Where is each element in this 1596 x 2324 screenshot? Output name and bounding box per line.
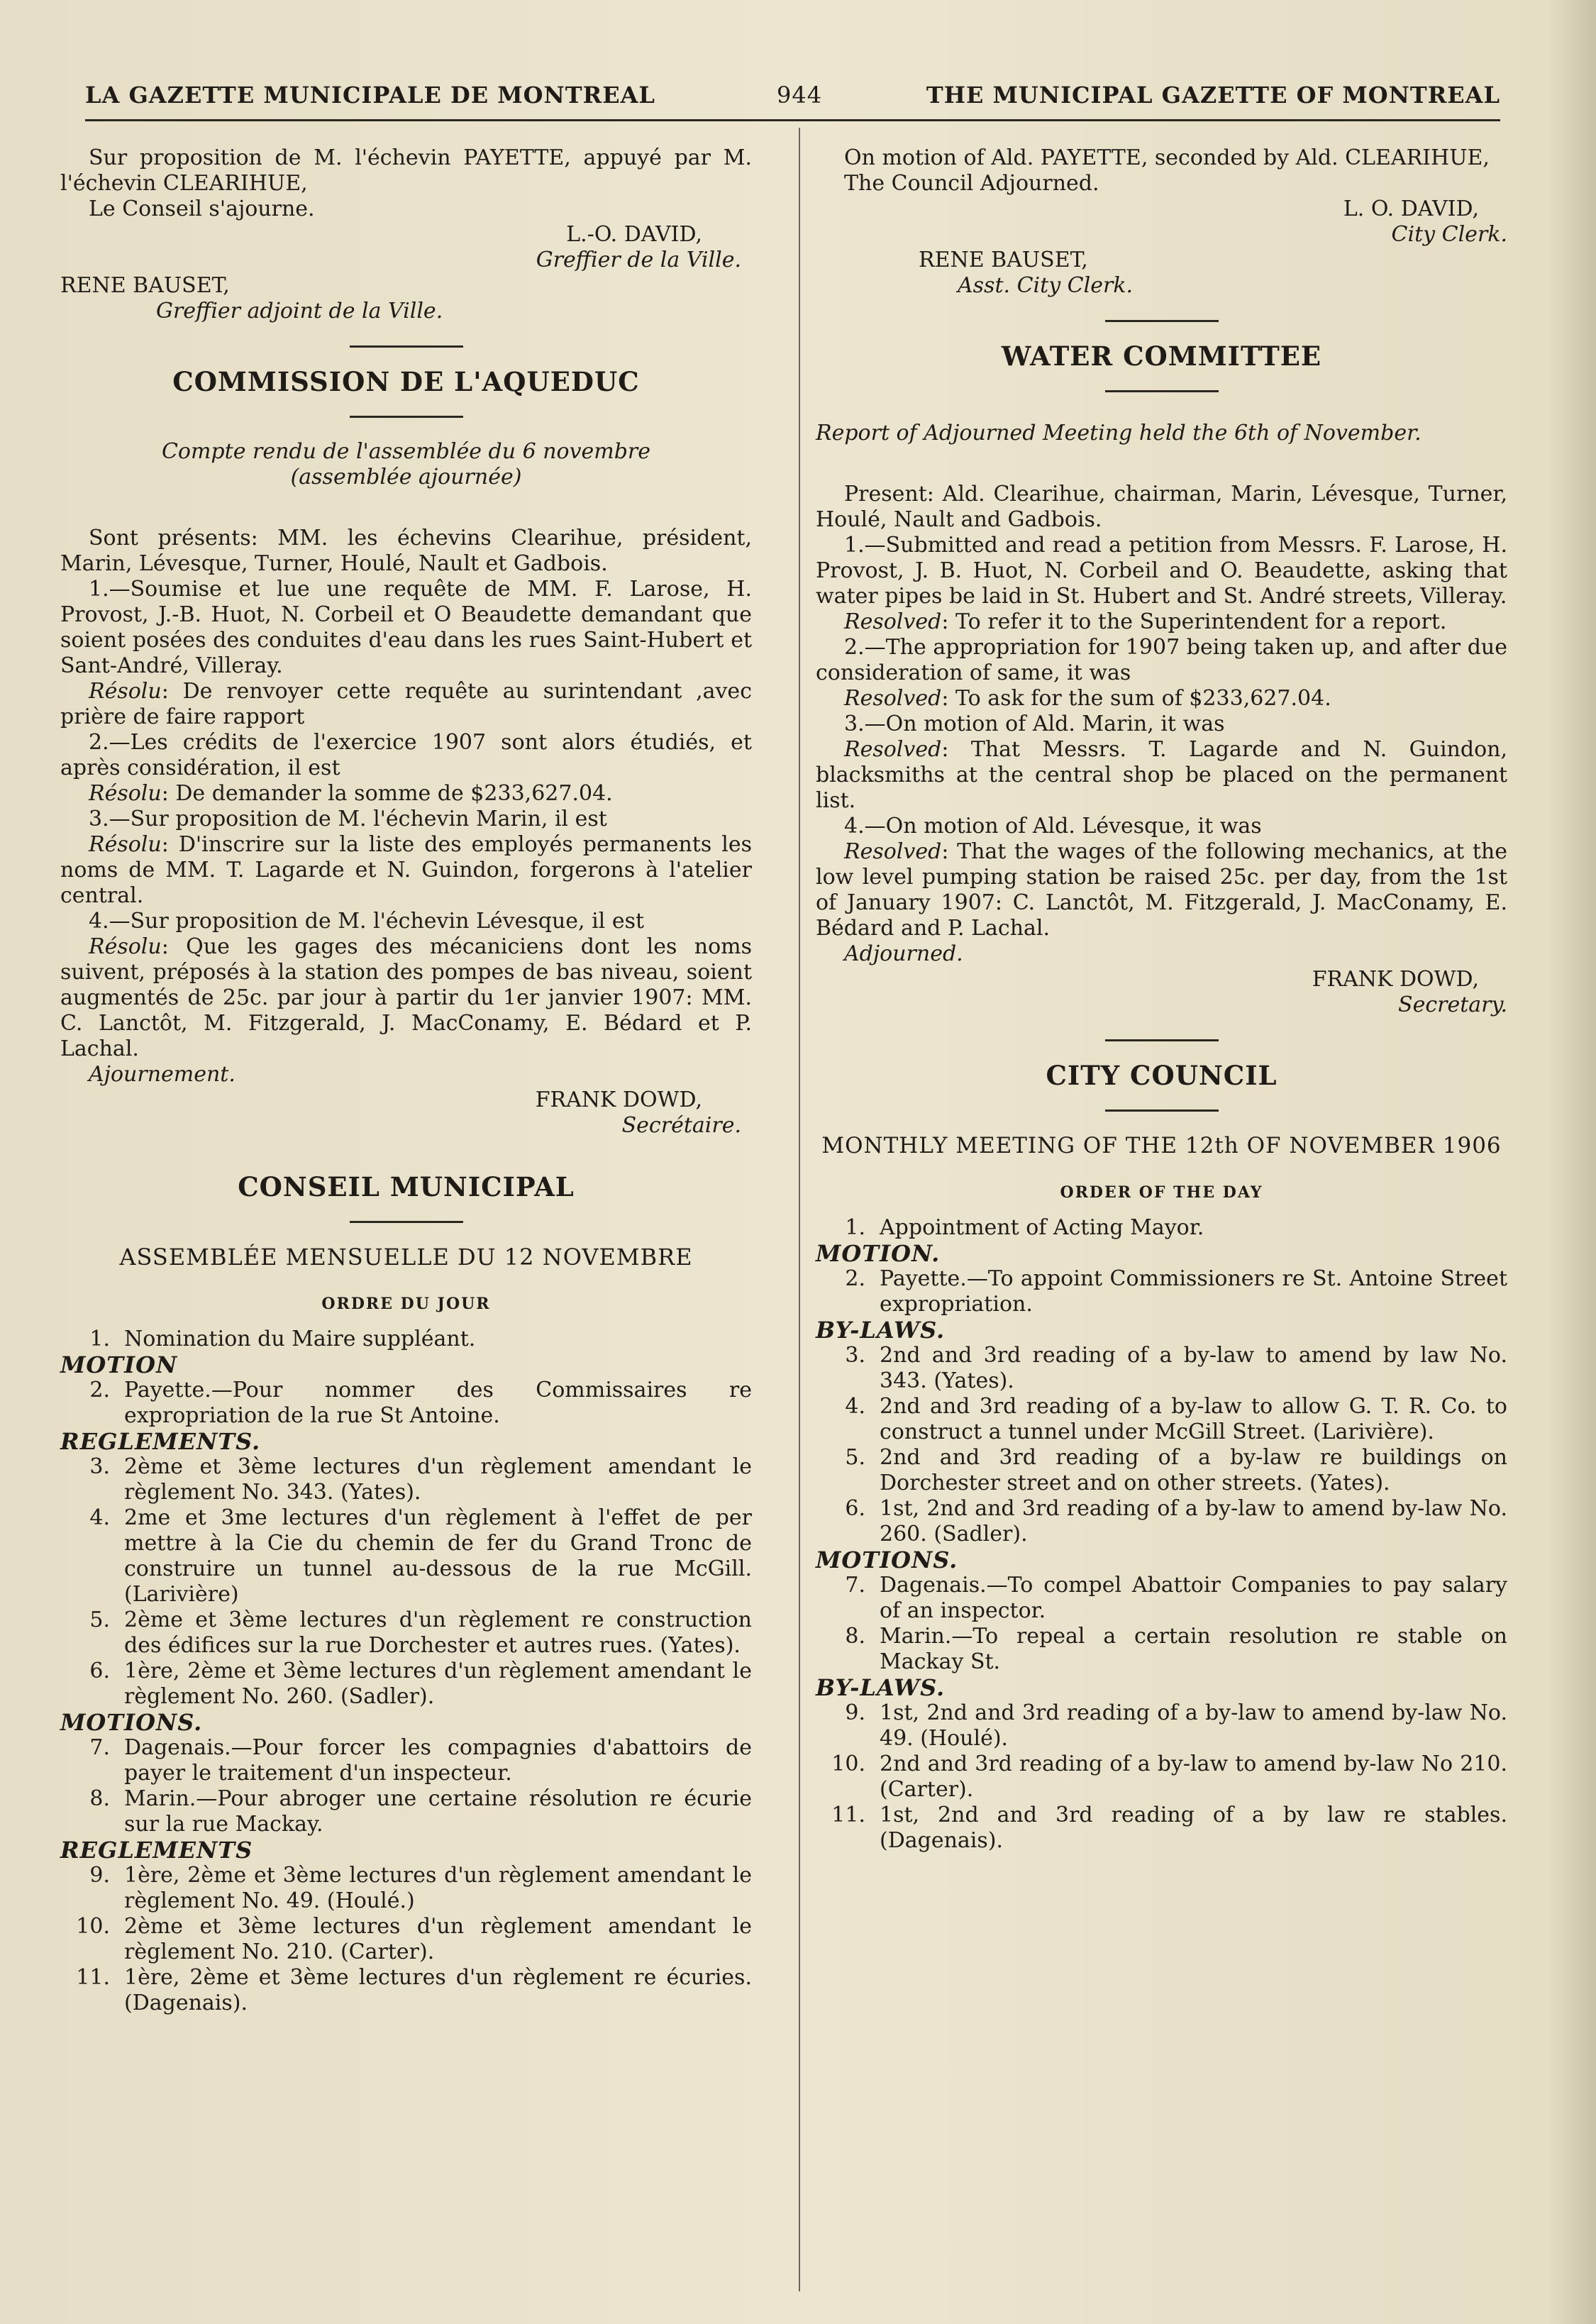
agenda-item	[60, 1327, 752, 1352]
agenda-item-text: 1st, 2nd and 3rd reading of a by-law to amend by-law No. 260. (Sadler).	[880, 1496, 1507, 1546]
agenda-item-text: Appointment of Acting Mayor.	[880, 1215, 1204, 1240]
agenda-item-text: 2nd and 3rd reading of a by-law re buildings on Dorchester street and on other streets. (Yates).	[880, 1445, 1507, 1495]
agenda-item	[816, 1343, 1507, 1394]
agenda-item-number: 9.	[845, 1700, 865, 1725]
fr-secretary-name: FRANK DOWD,	[535, 1088, 702, 1112]
fr-agenda-list	[60, 1327, 752, 2016]
en-water-adjourn: Adjourned.	[844, 941, 963, 966]
en-opening-adjourn: The Council Adjourned.	[844, 171, 1099, 196]
agenda-section-heading: BY-LAWS.	[816, 1317, 946, 1344]
agenda-item	[816, 1573, 1507, 1624]
en-asst-name: RENE BAUSET,	[919, 248, 1088, 272]
fr-order-of-day: ORDRE DU JOUR	[321, 1295, 491, 1313]
agenda-item	[60, 1659, 752, 1710]
en-water-p4-resolved: Resolved: That the wages of the following mechanics, at the low level pumping station be raised 25c. per day, from the 1st of January 1907: C. Lanctôt, M. Fitzgerald, J. MacConamy, E. Bédard and P. Lachal.	[816, 839, 1507, 941]
fr-water-p1-resolved: Résolu: De renvoyer cette requête au surintendant ,avec prière de faire rapport	[60, 679, 752, 729]
en-agenda-list	[816, 1215, 1507, 1854]
fr-water-p4-resolved: Résolu: Que les gages des mécaniciens dont les noms suivent, préposés à la station des pompes de bas niveau, soient augmentés de 25c. par jour à partir du 1er janvier 1907: MM. C. Lanctôt, M. Fitzgerald, J. MacConamy, E. Bédard et P. Lachal.	[60, 934, 752, 1061]
fr-clerk-title: Greffier de la Ville.	[536, 248, 741, 272]
agenda-item-text: 2ème et 3ème lectures d'un règlement amendant le règlement No. 343. (Yates).	[124, 1454, 752, 1505]
agenda-item-text: Dagenais.—Pour forcer les compagnies d'abattoirs de payer le traitement d'un inspecteur.	[124, 1735, 752, 1786]
agenda-item-number: 6.	[845, 1496, 865, 1521]
column-divider	[799, 128, 800, 2291]
fr-water-p3-resolved: Résolu: D'inscrire sur la liste des employés permanents les noms de MM. T. Lagarde et N. Guindon, forgerons à l'atelier central.	[60, 832, 752, 908]
en-water-p3: 3.—On motion of Ald. Marin, it was	[844, 712, 1225, 736]
agenda-item	[60, 1863, 752, 1914]
agenda-item-text: 2me et 3me lectures d'un règlement à l'effet de per mettre à la Cie du chemin de fer du Grand Tronc de construire un tunnel au-dessous de la rue McGill. (Larivière)	[124, 1505, 752, 1607]
agenda-item-text: Payette.—Pour nommer des Commissaires re expropriation de la rue St Antoine.	[124, 1378, 752, 1428]
agenda-item-text: 1ère, 2ème et 3ème lectures d'un règlement amendant le règlement No. 260. (Sadler).	[124, 1659, 752, 1709]
en-water-p2: 2.—The appropriation for 1907 being taken up, and after due consideration of same, it was	[816, 635, 1507, 685]
en-order-of-day: ORDER OF THE DAY	[1060, 1183, 1263, 1202]
fr-clerk-name: L.-O. DAVID,	[566, 222, 702, 247]
header-right-title: THE MUNICIPAL GAZETTE OF MONTREAL	[926, 82, 1500, 109]
agenda-section-heading: MOTIONS.	[60, 1709, 203, 1736]
fr-water-p2: 2.—Les crédits de l'exercice 1907 sont alors étudiés, et après considération, il est	[60, 730, 752, 780]
agenda-item-number: 10.	[76, 1914, 110, 1939]
agenda-item	[60, 1378, 752, 1429]
agenda-item-text: Dagenais.—To compel Abattoir Companies to pay salary of an inspector.	[880, 1573, 1507, 1623]
agenda-item-text: 2ème et 3ème lectures d'un règlement re construction des édifices sur la rue Dorchester et autres rues. (Yates).	[124, 1608, 752, 1658]
agenda-item-number: 8.	[89, 1786, 110, 1811]
header-left-title: LA GAZETTE MUNICIPALE DE MONTREAL	[85, 82, 655, 109]
page-number: 944	[777, 82, 823, 109]
agenda-section-heading: REGLEMENTS.	[60, 1428, 261, 1455]
agenda-item-text: 1st, 2nd and 3rd reading of a by law re stables. (Dagenais).	[880, 1803, 1507, 1853]
agenda-item-text: Nomination du Maire suppléant.	[124, 1327, 476, 1351]
fr-council-heading: CONSEIL MUNICIPAL	[238, 1171, 575, 1202]
fr-opening-motion: Sur proposition de M. l'échevin PAYETTE, appuyé par M. l'échevin CLEARIHUE,	[60, 145, 752, 196]
en-secretary-name: FRANK DOWD,	[1312, 967, 1479, 992]
agenda-item-number: 2.	[845, 1266, 865, 1291]
english-column	[816, 145, 1507, 1854]
en-opening-motion: On motion of Ald. PAYETTE, seconded by Ald. CLEARIHUE,	[844, 145, 1490, 170]
agenda-item-text: Marin.—Pour abroger une certaine résolution re écurie sur la rue Mackay.	[124, 1786, 752, 1837]
agenda-item-text: 2nd and 3rd reading of a by-law to allow G. T. R. Co. to construct a tunnel under McGill Street. (Larivière).	[880, 1394, 1507, 1444]
page-header	[85, 82, 1500, 117]
agenda-item-number: 10.	[831, 1752, 865, 1776]
agenda-item-number: 5.	[89, 1608, 110, 1632]
agenda-item-number: 4.	[845, 1394, 865, 1419]
agenda-item	[816, 1700, 1507, 1752]
agenda-item	[60, 1735, 752, 1786]
agenda-item-number: 4.	[89, 1505, 110, 1530]
agenda-item-number: 1.	[89, 1327, 110, 1351]
agenda-item-number: 3.	[89, 1454, 110, 1479]
fr-opening-adjourn: Le Conseil s'ajourne.	[89, 197, 315, 221]
agenda-item-text: 2nd and 3rd reading of a by-law to amend by law No. 343. (Yates).	[880, 1343, 1507, 1393]
fr-water-p2-resolved: Résolu: De demander la somme de $233,627.04.	[89, 781, 613, 806]
fr-water-report-line1: Compte rendu de l'assemblée du 6 novembre	[161, 439, 651, 464]
fr-water-adjourn: Ajournement.	[89, 1062, 235, 1087]
en-water-p1: 1.—Submitted and read a petition from Messrs. F. Larose, H. Provost, J. B. Huot, N. Corbeil and O. Beaudette, asking that water pipes be laid in St. Hubert and St. André streets, Villeray.	[816, 533, 1507, 609]
en-asst-title: Asst. City Clerk.	[958, 273, 1134, 298]
agenda-item	[816, 1445, 1507, 1496]
fr-water-heading: COMMISSION DE L'AQUEDUC	[172, 366, 640, 397]
fr-secretary-title: Secrétaire.	[621, 1113, 741, 1138]
agenda-item-text: Payette.—To appoint Commissioners re St. Antoine Street expropriation.	[880, 1266, 1507, 1317]
en-water-report: Report of Adjourned Meeting held the 6th of November.	[816, 421, 1422, 446]
en-water-present: Present: Ald. Clearihue, chairman, Marin, Lévesque, Turner, Houlé, Nault and Gadbois.	[816, 482, 1507, 532]
fr-council-subhead: ASSEMBLÉE MENSUELLE DU 12 NOVEMBRE	[119, 1244, 693, 1271]
header-rule	[85, 119, 1500, 121]
agenda-item	[60, 1608, 752, 1659]
agenda-item-number: 3.	[845, 1343, 865, 1368]
fr-water-present: Sont présents: MM. les échevins Clearihue, président, Marin, Lévesque, Turner, Houlé, Nault et Gadbois.	[60, 526, 752, 576]
agenda-item-number: 1.	[845, 1215, 865, 1240]
agenda-item	[816, 1752, 1507, 1803]
agenda-item-number: 5.	[845, 1445, 865, 1470]
agenda-section-heading: REGLEMENTS	[60, 1837, 253, 1864]
agenda-item	[60, 1914, 752, 1965]
agenda-item	[60, 1786, 752, 1837]
agenda-section-heading: MOTIONS.	[816, 1546, 958, 1573]
french-column	[60, 145, 752, 2016]
agenda-item	[816, 1624, 1507, 1675]
fr-asst-name: RENE BAUSET,	[60, 273, 230, 298]
agenda-item	[816, 1215, 1507, 1241]
agenda-item-text: 1st, 2nd and 3rd reading of a by-law to amend by-law No. 49. (Houlé).	[880, 1700, 1507, 1751]
agenda-item	[60, 1965, 752, 2016]
en-water-p4: 4.—On motion of Ald. Lévesque, it was	[844, 814, 1262, 839]
agenda-item-number: 11.	[76, 1965, 110, 1990]
agenda-item-number: 7.	[845, 1573, 865, 1598]
en-water-p3-resolved: Resolved: That Messrs. T. Lagarde and N. Guindon, blacksmiths at the central shop be placed on the permanent list.	[816, 737, 1507, 813]
fr-water-p3: 3.—Sur proposition de M. l'échevin Marin, il est	[89, 807, 607, 831]
agenda-item-text: 2nd and 3rd reading of a by-law to amend by-law No 210. (Carter).	[880, 1752, 1507, 1802]
agenda-item	[60, 1505, 752, 1608]
en-clerk-name: L. O. DAVID,	[1343, 197, 1479, 221]
agenda-item	[60, 1454, 752, 1505]
en-water-heading: WATER COMMITTEE	[1001, 341, 1322, 372]
agenda-section-heading: BY-LAWS.	[816, 1674, 946, 1701]
agenda-item-number: 2.	[89, 1378, 110, 1402]
agenda-item-text: 2ème et 3ème lectures d'un règlement amendant le règlement No. 210. (Carter).	[124, 1914, 752, 1964]
en-secretary-title: Secretary.	[1398, 992, 1507, 1017]
en-water-p1-resolved: Resolved: To refer it to the Superintendent for a report.	[844, 609, 1447, 634]
en-clerk-title: City Clerk.	[1391, 222, 1507, 247]
fr-water-report-line2: (assemblée ajournée)	[290, 465, 522, 489]
en-council-subhead: MONTHLY MEETING OF THE 12th OF NOVEMBER 1906	[821, 1133, 1502, 1158]
agenda-item	[816, 1394, 1507, 1445]
agenda-item-number: 7.	[89, 1735, 110, 1760]
agenda-item-number: 8.	[845, 1624, 865, 1649]
agenda-section-heading: MOTION	[60, 1351, 178, 1378]
agenda-item-number: 9.	[89, 1863, 110, 1888]
agenda-item-number: 6.	[89, 1659, 110, 1683]
en-council-heading: CITY COUNCIL	[1046, 1060, 1278, 1091]
agenda-section-heading: MOTION.	[816, 1240, 941, 1267]
agenda-item	[816, 1496, 1507, 1547]
agenda-item-text: 1ère, 2ème et 3ème lectures d'un règlement re écuries. (Dagenais).	[124, 1965, 752, 2015]
fr-asst-title: Greffier adjoint de la Ville.	[156, 299, 443, 323]
fr-water-p1: 1.—Soumise et lue une requête de MM. F. Larose, H. Provost, J.-B. Huot, N. Corbeil et O Beaudette demandant que soient posées des conduites d'eau dans les rues Saint-Hubert et Sant-André, Villeray.	[60, 577, 752, 678]
agenda-item-text: 1ère, 2ème et 3ème lectures d'un règlement amendant le règlement No. 49. (Houlé.)	[124, 1863, 752, 1913]
agenda-item-number: 11.	[831, 1803, 865, 1827]
agenda-item	[816, 1266, 1507, 1317]
fr-water-p4: 4.—Sur proposition de M. l'échevin Lévesque, il est	[89, 909, 645, 934]
agenda-item	[816, 1803, 1507, 1854]
en-water-p2-resolved: Resolved: To ask for the sum of $233,627.04.	[844, 686, 1331, 711]
agenda-item-text: Marin.—To repeal a certain resolution re stable on Mackay St.	[880, 1624, 1507, 1674]
